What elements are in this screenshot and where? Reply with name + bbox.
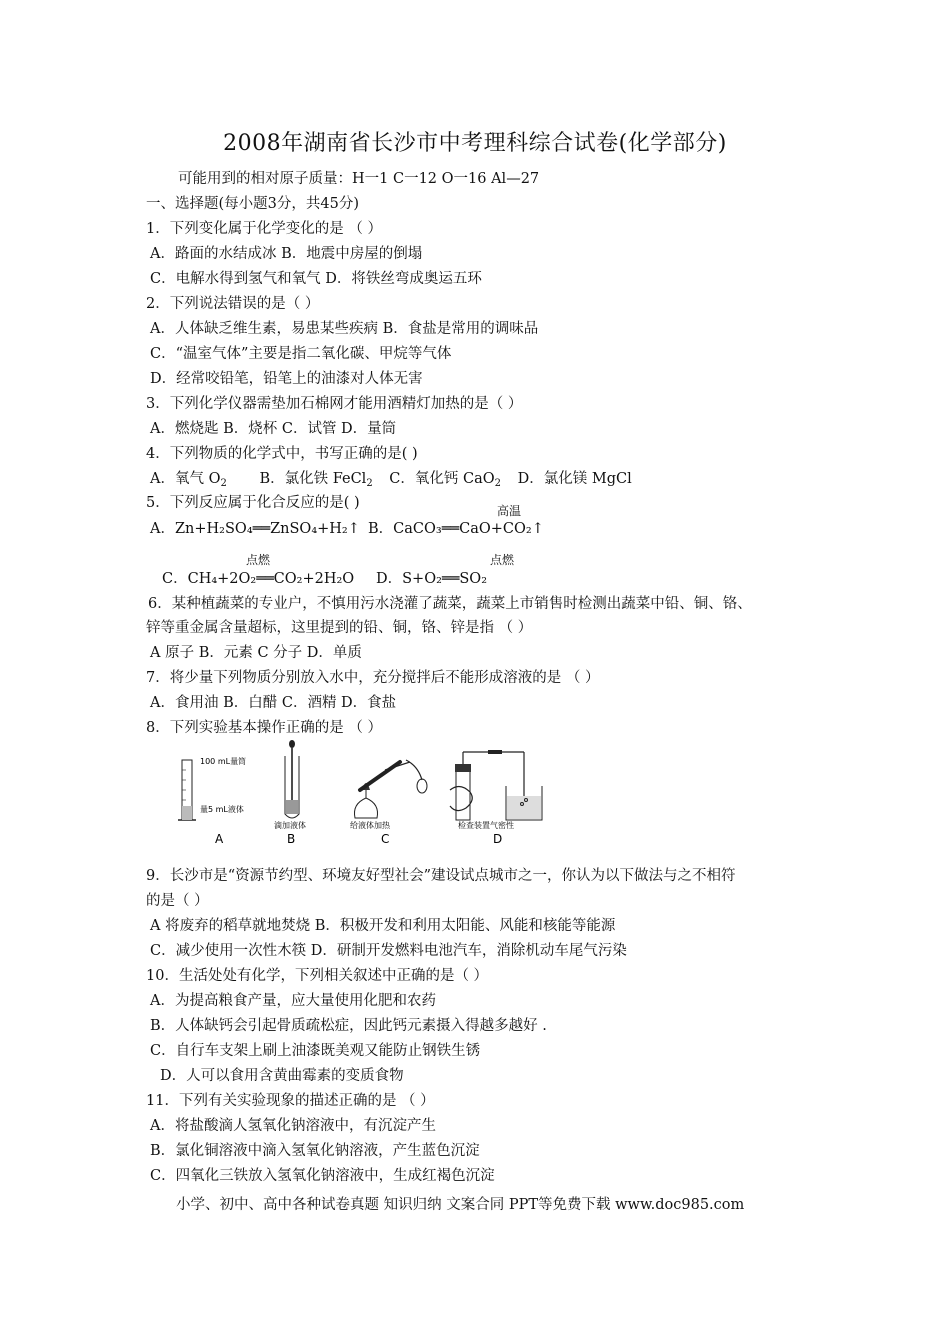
- q9-stem-line1: 9．长沙市是“资源节约型、环境友好型社会”建设试点城市之一，你认为以下做法与之不相符: [146, 868, 736, 884]
- lab-operations-figure: [170, 740, 550, 852]
- q2-options-ab: A．人体缺乏维生素，易患某些疾病 B．食盐是常用的调味品: [150, 321, 539, 337]
- dropper-in-test-tube-icon: [285, 740, 299, 818]
- q1-stem: 1．下列变化属于化学变化的是 （ ）: [146, 221, 382, 237]
- q5-stem: 5．下列反应属于化合反应的是( ): [146, 495, 360, 511]
- q3-options: A．燃烧匙 B．烧杯 C．试管 D．量筒: [150, 421, 397, 437]
- reaction-condition-ignite-c: 点燃: [246, 553, 271, 567]
- q10-option-a: A．为提高粮食产量，应大量使用化肥和农药: [150, 993, 436, 1009]
- q10-option-b: B．人体缺钙会引起骨质疏松症，因此钙元素摄入得越多越好 .: [150, 1018, 547, 1034]
- q11-option-a: A．将盐酸滴人氢氧化钠溶液中，有沉淀产生: [150, 1118, 436, 1134]
- alcohol-lamp-heating-icon: [354, 760, 427, 818]
- q2-option-d: D．经常咬铅笔，铅笔上的油漆对人体无害: [150, 371, 423, 387]
- q5-option-c: C．CH₄+2O₂══CO₂+2H₂O: [162, 571, 355, 587]
- q11-option-c: C．四氧化三铁放入氢氧化钠溶液中，生成红褐色沉淀: [150, 1168, 495, 1184]
- q11-option-b: B．氯化铜溶液中滴入氢氧化钠溶液，产生蓝色沉淀: [150, 1143, 480, 1159]
- q6-stem-line1: 6．某种植蔬菜的专业户，不慎用污水浇灌了蔬菜，蔬菜上市销售时检测出蔬菜中铅、铜、铬、: [148, 596, 752, 612]
- page-title: 2008年湖南省长沙市中考理科综合试卷(化学部分): [223, 131, 727, 156]
- air-tightness-apparatus-icon: [450, 750, 542, 820]
- q5-option-d: D．S+O₂══SO₂: [376, 571, 488, 587]
- q11-stem: 11．下列有关实验现象的描述正确的是 （ ）: [146, 1093, 435, 1109]
- q5-option-a: A．Zn+H₂SO₄══ZnSO₄+H₂↑: [150, 521, 360, 537]
- reaction-condition-ignite-d: 点燃: [490, 553, 515, 567]
- figure-letter-d: D: [493, 832, 503, 846]
- q4-option-b: B．氯化铁 FeCl: [259, 471, 367, 487]
- q10-stem: 10．生活处处有化学，下列相关叙述中正确的是（ ）: [146, 968, 489, 984]
- atomic-masses: 可能用到的相对原子质量：H一1 C一12 O一16 Al—27: [178, 171, 540, 187]
- q7-stem: 7．将少量下列物质分别放入水中，充分搅拌后不能形成溶液的是 （ ）: [146, 670, 600, 686]
- q6-options: A 原子 B．元素 C 分子 D．单质: [150, 645, 362, 661]
- q8-stem: 8．下列实验基本操作正确的是 （ ）: [146, 720, 382, 736]
- page-footer: 小学、初中、高中各种试卷真题 知识归纳 文案合同 PPT等免费下载 www.doc985.com: [176, 1197, 745, 1213]
- graduated-cylinder-icon: [178, 760, 196, 820]
- q6-stem-line2: 锌等重金属含量超标，这里提到的铅、铜，铬、锌是指 （ ）: [146, 620, 533, 636]
- q2-stem: 2．下列说法错误的是（ ）: [146, 296, 320, 312]
- q1-options-ab: A．路面的水结成冰 B．地震中房屋的倒塌: [150, 246, 423, 262]
- figure-letter-a: A: [215, 832, 224, 846]
- q1-options-cd: C．电解水得到氢气和氧气 D．将铁丝弯成奥运五环: [150, 271, 482, 287]
- q4-option-c: C．氧化钙 CaO: [389, 471, 495, 487]
- q4-option-d: D．氯化镁 MgCl: [517, 471, 632, 487]
- q3-stem: 3．下列化学仪器需垫加石棉网才能用酒精灯加热的是（ ）: [146, 396, 523, 412]
- q9-options-cd: C．减少使用一次性木筷 D．研制开发燃料电池汽车，消除机动车尾气污染: [150, 943, 627, 959]
- q2-option-c: C．“温室气体”主要是指二氧化碳、甲烷等气体: [150, 346, 452, 362]
- q5-option-b: B．CaCO₃══CaO+CO₂↑: [368, 521, 544, 537]
- q10-option-c: C．自行车支架上刷上油漆既美观又能防止钢铁生锈: [150, 1043, 481, 1059]
- heat-label: 给液体加热: [350, 821, 390, 830]
- q7-options: A．食用油 B．白醋 C．酒精 D．食盐: [150, 695, 397, 711]
- q9-options-ab: A 将废弃的稻草就地焚烧 B．积极开发和利用太阳能、风能和核能等能源: [150, 918, 616, 934]
- q4-stem: 4．下列物质的化学式中，书写正确的是( ): [146, 446, 418, 462]
- figure-letter-b: B: [287, 832, 296, 846]
- section-heading: 一、选择题(每小题3分，共45分): [146, 196, 359, 212]
- figure-letter-c: C: [381, 832, 390, 846]
- reaction-condition-high-temp: 高温: [497, 504, 522, 518]
- q4-options: A．氧气 $O_2$ B．氯化铁 FeCl$_2$ C．氧化钙 CaO$_2$ D．氯化镁 MgCl: [150, 471, 632, 489]
- seal-label: 检查装置气密性: [458, 821, 514, 830]
- q9-stem-line2: 的是（ ）: [146, 893, 209, 909]
- q10-option-d: D．人可以食用含黄曲霉素的变质食物: [160, 1068, 404, 1084]
- dropper-label: 滴加液体: [274, 821, 306, 830]
- cylinder-label-bottom: 量5 mL液体: [200, 805, 244, 814]
- q4-option-a: A．氧气 O: [150, 471, 221, 487]
- cylinder-label-top: 100 mL量筒: [200, 757, 247, 766]
